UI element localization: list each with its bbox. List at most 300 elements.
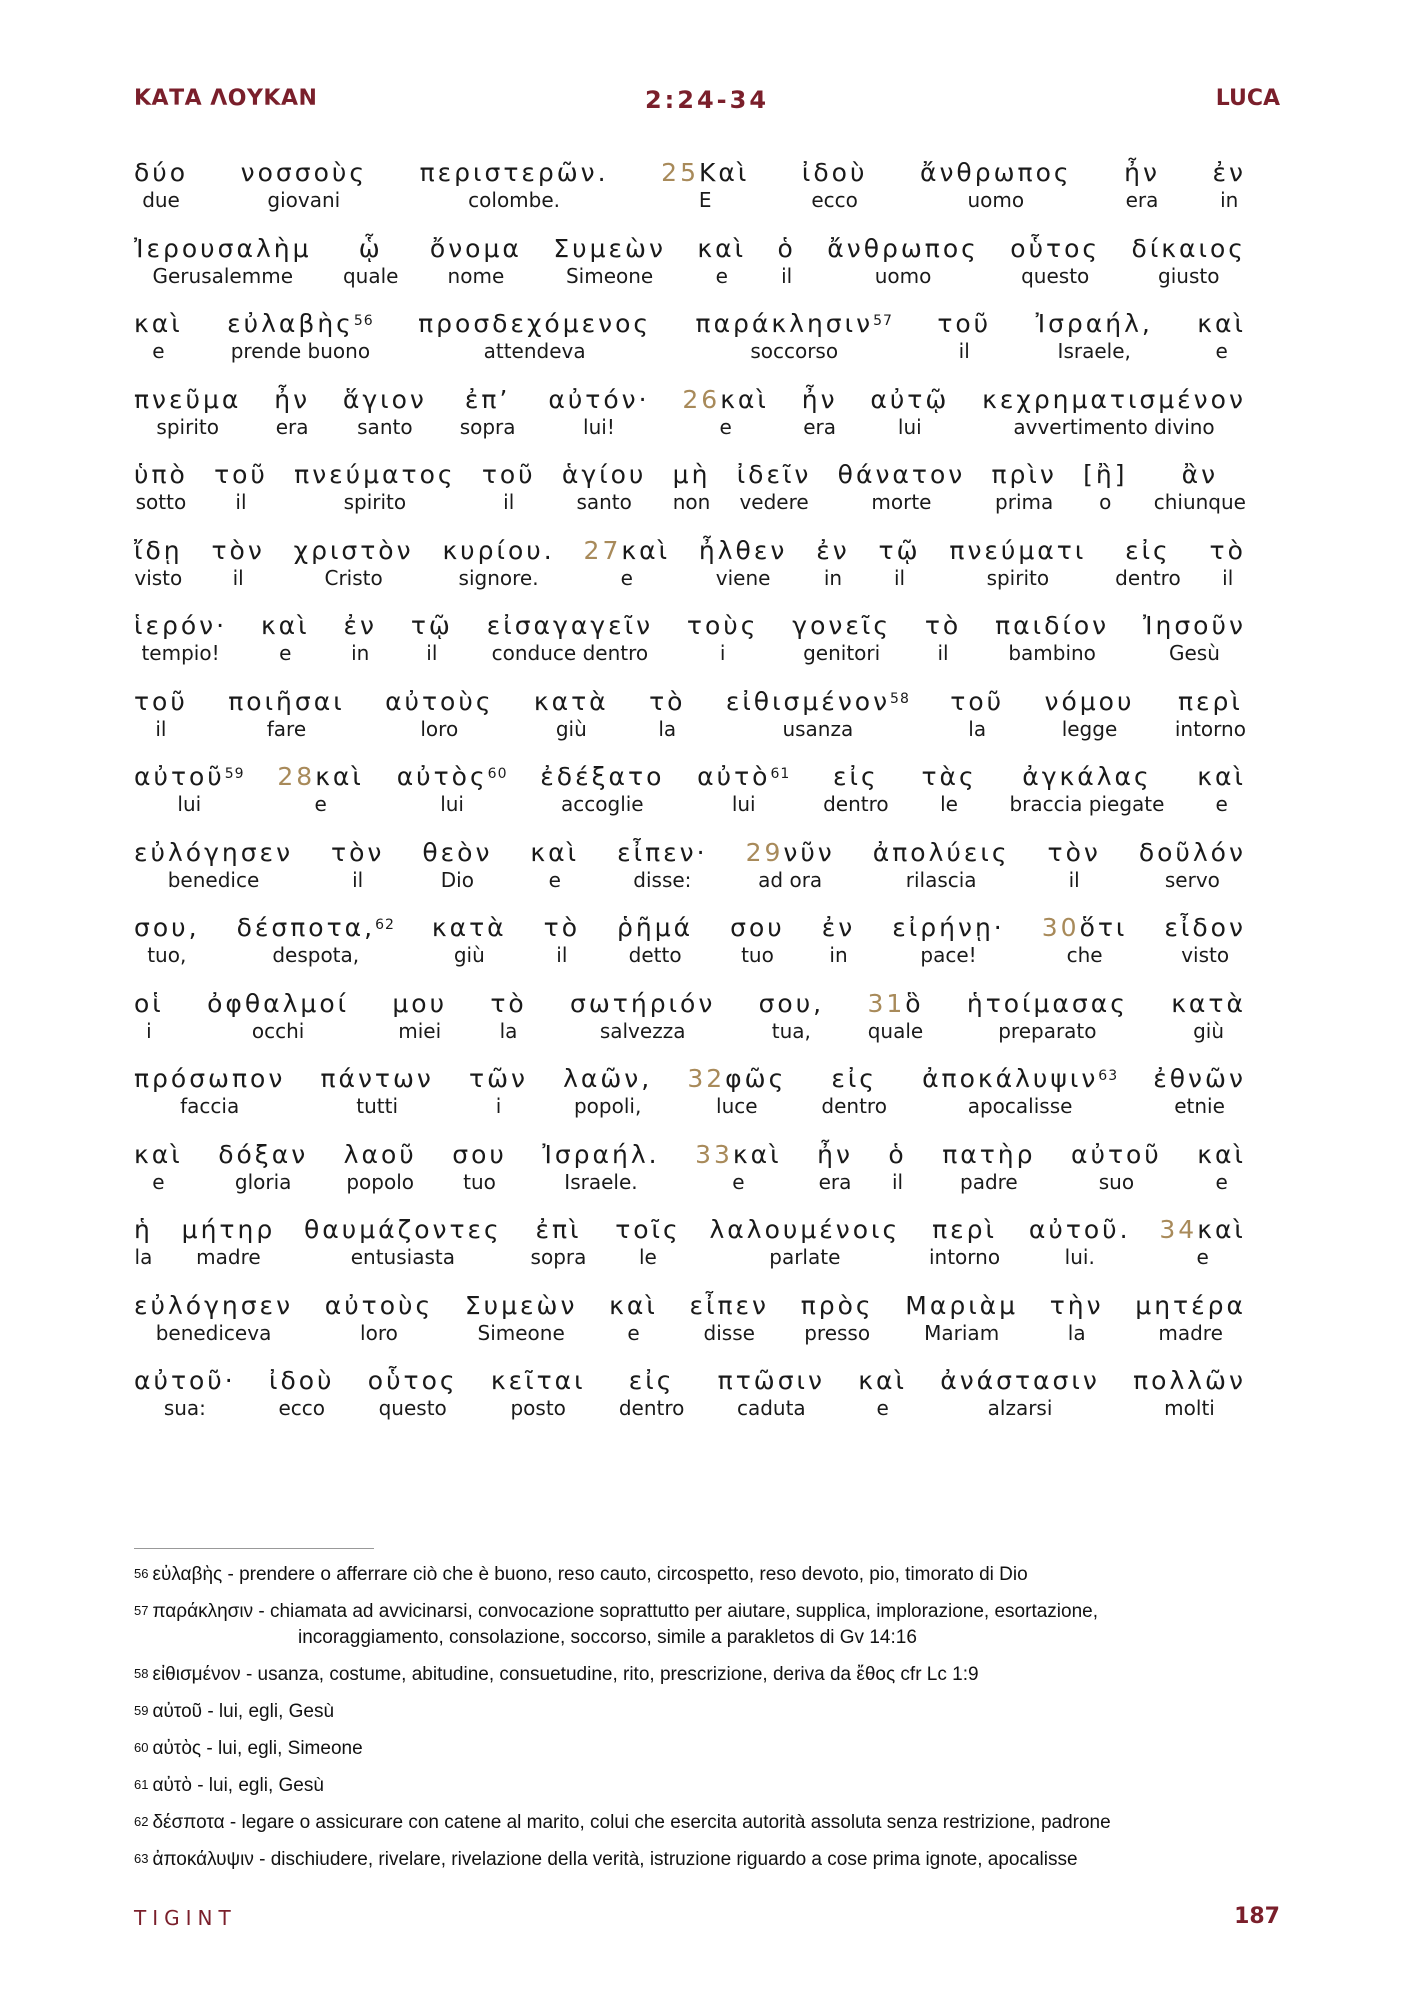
italian-translation: in [1220, 188, 1239, 212]
interlinear-word [730, 913, 785, 989]
italian-translation: il [556, 943, 568, 967]
greek-word [261, 611, 310, 641]
greek-word-text: πρὸς [800, 1290, 874, 1320]
interlinear-word [697, 762, 790, 838]
italian-translation: il [503, 490, 515, 514]
greek-word [482, 460, 536, 490]
italian-translation: spirito [986, 565, 1050, 590]
interlinear-word [1133, 1366, 1246, 1442]
italian-translation: Simeone [565, 263, 654, 288]
italian-translation: colombe. [468, 188, 561, 212]
interlinear-word [487, 611, 653, 687]
greek-word-text: ἐδέξατο [540, 762, 665, 791]
italian-translation: madre [1158, 1320, 1223, 1345]
interlinear-word [1197, 1140, 1246, 1216]
footnote-number: 62 [134, 1814, 149, 1829]
footnote [134, 1599, 1264, 1651]
italian-translation: preparato [998, 1018, 1097, 1043]
greek-word-text: χριστὸν [293, 535, 414, 565]
footnote-text: εὐλαβὴς - prendere o afferrare ciò che è buono, reso cauto, circospetto, reso devoto, pio, timorato di Dio [152, 1564, 1028, 1585]
greek-word [237, 913, 395, 943]
interlinear-word [418, 309, 651, 385]
greek-word [452, 1140, 507, 1170]
interlinear-word [1115, 536, 1181, 612]
italian-translation: intorno [928, 1245, 1001, 1269]
interlinear-word [690, 1291, 770, 1367]
italian-translation: santo [576, 490, 632, 514]
greek-word [553, 234, 666, 264]
greek-word [465, 385, 511, 415]
interlinear-word [1042, 913, 1128, 989]
greek-word [487, 611, 653, 641]
greek-word [892, 913, 1004, 943]
greek-word [905, 1291, 1018, 1321]
italian-translation: etnie [1174, 1094, 1225, 1118]
greek-word [726, 687, 910, 717]
interlinear-word [134, 611, 227, 687]
interlinear-word [905, 1291, 1018, 1367]
greek-word [294, 536, 414, 566]
footnote [134, 1699, 1264, 1725]
interlinear-word [294, 536, 414, 612]
footnote-number: 61 [134, 1777, 149, 1792]
interlinear-word [344, 1140, 417, 1216]
verse-number: 34 [1159, 1215, 1198, 1244]
greek-word-text: κατὰ [1171, 988, 1246, 1018]
greek-word-text: τὸν [211, 535, 265, 565]
italian-translation: dentro [618, 1396, 685, 1420]
greek-word-text: αὐτοῦ [134, 762, 225, 791]
greek-word-text: ἡτοίμασας [966, 988, 1128, 1018]
italian-translation: lui [177, 792, 202, 816]
greek-word [211, 536, 264, 566]
italian-translation: presso [804, 1320, 871, 1345]
interlinear-word [816, 536, 849, 612]
italian-translation: il [781, 263, 793, 288]
italian-translation: rilascia [905, 867, 977, 892]
italian-translation: despota, [272, 943, 360, 967]
greek-word [649, 687, 685, 717]
footnote-number: 58 [134, 1666, 149, 1681]
footnote-reference[interactable]: 59 [224, 766, 245, 782]
greek-word-text: αὐτοὺς [385, 686, 494, 716]
interlinear-word [950, 687, 1004, 763]
running-header-chapter-verses: 2:24-34 [644, 86, 770, 114]
interlinear-word [687, 611, 759, 687]
italian-translation: giovani [267, 188, 341, 212]
greek-word-text: θαυμάζοντες [304, 1215, 502, 1244]
interlinear-word [274, 385, 310, 461]
interlinear-line [134, 838, 1246, 914]
interlinear-word [867, 989, 923, 1065]
greek-word-text: αὐτοῦ [1071, 1139, 1162, 1169]
italian-translation: e [627, 1320, 640, 1345]
greek-word [949, 536, 1086, 566]
italian-translation: e [314, 792, 327, 816]
greek-word-text: αὐτῷ [870, 384, 950, 414]
greek-word [1022, 762, 1151, 792]
footnote-reference[interactable]: 62 [375, 917, 395, 933]
italian-translation: benediceva [155, 1320, 272, 1345]
footnotes [134, 1562, 1264, 1884]
interlinear-word [134, 1064, 285, 1140]
italian-translation: molti [1164, 1396, 1215, 1420]
italian-translation: accoglie [561, 792, 644, 816]
greek-word-text: ἀπολύεις [872, 837, 1010, 867]
interlinear-word [531, 1215, 587, 1291]
italian-translation: ecco [811, 188, 858, 212]
interlinear-word [432, 913, 507, 989]
interlinear-word [710, 1215, 901, 1291]
greek-word-text: αὐτόν· [548, 384, 650, 414]
greek-word-text: Συμεὼν [553, 233, 666, 263]
greek-word [134, 234, 312, 264]
greek-word-text: εἰρήνῃ· [892, 913, 1005, 942]
greek-word-text: εὐλαβὴς [227, 309, 354, 338]
footnote-reference[interactable]: 63 [1098, 1068, 1119, 1084]
italian-translation: luce [716, 1094, 758, 1118]
greek-word-text: τοῖς [615, 1215, 681, 1244]
footnote-reference[interactable]: 56 [353, 313, 374, 329]
interlinear-word [838, 460, 966, 536]
italian-translation: disse: [633, 867, 692, 892]
greek-word [490, 989, 526, 1019]
greek-word [269, 1366, 335, 1396]
interlinear-word [1132, 234, 1246, 310]
interlinear-word [615, 1215, 680, 1291]
greek-word [134, 309, 183, 339]
interlinear-line [134, 913, 1246, 989]
interlinear-word [699, 536, 787, 612]
italian-translation: giù [1193, 1018, 1225, 1043]
italian-translation: legge [1061, 716, 1118, 741]
interlinear-word [817, 1140, 853, 1216]
greek-word-text: σου [730, 913, 785, 942]
interlinear-word [490, 989, 526, 1065]
greek-word [888, 1140, 906, 1170]
italian-translation: fare [266, 716, 307, 741]
greek-word [465, 1291, 578, 1321]
greek-word-text: αὐτὸς [396, 762, 488, 791]
greek-word [182, 1215, 276, 1245]
greek-word [687, 1064, 786, 1094]
interlinear-word [542, 1140, 659, 1216]
interlinear-word [888, 1140, 906, 1216]
italian-translation: visto [1181, 943, 1230, 967]
footnote-reference[interactable]: 57 [873, 313, 893, 329]
interlinear-word [228, 687, 344, 763]
italian-translation: dentro [1115, 565, 1181, 590]
greek-word-text: παιδίον [995, 611, 1110, 640]
interlinear-word [737, 460, 812, 536]
greek-word [134, 611, 227, 641]
interlinear-word [792, 611, 891, 687]
italian-translation: i [495, 1094, 502, 1118]
greek-word [134, 1215, 153, 1245]
italian-translation: uomo [967, 188, 1025, 212]
interlinear-word [540, 762, 664, 838]
greek-word [1132, 234, 1246, 264]
greek-word [542, 1140, 659, 1170]
footnote-reference[interactable]: 60 [487, 766, 508, 782]
greek-word-text: δίκαιος [1131, 233, 1246, 263]
interlinear-word [827, 234, 979, 310]
greek-word-text: σου, [134, 913, 200, 942]
greek-word [920, 158, 1072, 188]
greek-word [1197, 309, 1246, 339]
greek-word-text: πατὴρ [942, 1139, 1036, 1169]
greek-word-text: τοῦ [937, 309, 992, 338]
interlinear-word [759, 989, 825, 1065]
greek-word [833, 762, 879, 792]
greek-word-text: καὶ [315, 762, 364, 791]
italian-translation: salvezza [599, 1018, 686, 1043]
italian-translation: faccia [180, 1094, 240, 1118]
italian-translation: Cristo [324, 565, 383, 590]
greek-word [1197, 762, 1246, 792]
interlinear-word [1009, 762, 1164, 838]
greek-word [418, 309, 651, 339]
greek-word [134, 385, 241, 415]
greek-word-text: καὶ [858, 1366, 907, 1395]
italian-translation: genitori [803, 641, 881, 665]
greek-word [134, 1140, 183, 1170]
greek-word-text: οἱ [134, 988, 164, 1018]
interlinear-word [1010, 234, 1100, 310]
greek-word [320, 1064, 433, 1094]
greek-word [540, 762, 664, 792]
greek-word [241, 158, 367, 188]
interlinear-line [134, 687, 1246, 763]
interlinear-word [995, 611, 1109, 687]
footnote-number: 57 [134, 1603, 149, 1618]
italian-translation: e [715, 263, 728, 288]
italian-translation: il [352, 867, 364, 892]
italian-translation: caduta [736, 1396, 806, 1420]
italian-translation: il [426, 641, 438, 665]
italian-translation: e [152, 339, 165, 363]
interlinear-word [218, 1140, 308, 1216]
greek-word [331, 838, 384, 868]
footnote-reference[interactable]: 61 [770, 766, 791, 782]
greek-word [430, 234, 522, 264]
italian-translation: detto [628, 943, 682, 967]
interlinear-word [822, 913, 855, 989]
greek-word-text: νοσσοὺς [240, 158, 368, 187]
italian-translation: sotto [135, 490, 187, 514]
greek-word [432, 913, 507, 943]
italian-translation: Israele, [1057, 339, 1131, 363]
greek-word [207, 989, 349, 1019]
italian-translation: usanza [782, 716, 854, 741]
greek-word-text: ἐν [1212, 158, 1246, 187]
interlinear-word [1050, 1291, 1104, 1367]
greek-word-text: τὸν [1047, 837, 1101, 867]
greek-word [343, 385, 427, 415]
greek-word [548, 385, 649, 415]
greek-word [1010, 234, 1100, 264]
italian-translation: E [698, 188, 712, 212]
greek-word [673, 460, 711, 490]
italian-translation: il [155, 716, 167, 741]
greek-word-text: τὸ [924, 611, 962, 640]
interlinear-word [967, 989, 1128, 1065]
italian-translation: lui. [1064, 1245, 1095, 1269]
italian-translation: e [1215, 792, 1228, 816]
interlinear-word [619, 1366, 685, 1442]
greek-word [397, 762, 508, 792]
greek-word-text: ἐν [816, 535, 850, 565]
italian-translation: viene [715, 565, 771, 590]
greek-word-text: ὃ [905, 988, 924, 1018]
interlinear-word [940, 1366, 1100, 1442]
interlinear-word [1036, 309, 1153, 385]
italian-translation: in [823, 565, 843, 590]
greek-word-text: εἰσαγαγεῖν [486, 611, 654, 640]
greek-word [932, 1215, 997, 1245]
greek-word-text: αὐτὸ [697, 762, 771, 791]
greek-word [1212, 158, 1245, 188]
greek-word-text: ἰδοὺ [801, 158, 868, 187]
greek-word-text: Ἰησοῦν [1143, 611, 1246, 640]
footnote-text-continuation: incoraggiamento, consolazione, soccorso, simile a parakletos di Gv 14:16 [298, 1627, 917, 1648]
italian-translation: entusiasta [350, 1245, 455, 1269]
interlinear-word [134, 234, 312, 310]
italian-translation: spirito [343, 490, 407, 514]
greek-word-text: πάντων [320, 1064, 434, 1093]
greek-word [563, 1064, 652, 1094]
interlinear-line [134, 158, 1246, 234]
greek-word-text: θεὸν [422, 837, 493, 867]
greek-word-text: τοὺς [686, 611, 759, 640]
greek-word-text: αὐτοὺς [324, 1290, 434, 1320]
greek-word [228, 687, 344, 717]
greek-word-text: ἐν [343, 611, 377, 640]
interlinear-word [1071, 1140, 1162, 1216]
greek-word-text: εὐλόγησεν [134, 1290, 294, 1320]
interlinear-word [134, 1291, 293, 1367]
greek-word-text: οὗτος [1010, 233, 1101, 263]
italian-translation: ad ora [758, 867, 823, 892]
greek-word [696, 309, 893, 339]
interlinear-word [134, 460, 188, 536]
interlinear-word [892, 913, 1004, 989]
italian-translation: dentro [821, 1094, 887, 1118]
italian-translation: santo [357, 414, 413, 439]
italian-translation: soccorso [750, 339, 839, 363]
italian-translation: e [719, 414, 732, 439]
greek-word [697, 234, 746, 264]
verse-number: 30 [1041, 913, 1080, 942]
greek-word-text: προσδεχόμενος [418, 309, 652, 338]
interlinear-word [277, 762, 364, 838]
greek-word-text: ἁγίου [561, 460, 647, 489]
interlinear-word [548, 385, 649, 461]
interlinear-word [134, 687, 188, 763]
interlinear-word [949, 536, 1086, 612]
italian-translation: ecco [278, 1396, 326, 1420]
italian-translation: prende buono [230, 339, 371, 363]
interlinear-word [214, 460, 268, 536]
footnote-reference[interactable]: 58 [890, 690, 910, 707]
interlinear-word [609, 1291, 658, 1367]
greek-word-text: οὗτος [367, 1366, 458, 1395]
interlinear-word [261, 611, 310, 687]
interlinear-word [682, 385, 769, 461]
greek-word-text: καὶ [720, 384, 769, 414]
italian-translation: il [937, 641, 949, 665]
italian-translation: e [279, 641, 292, 665]
italian-translation: quale [867, 1018, 924, 1043]
italian-translation: alzarsi [987, 1396, 1053, 1420]
italian-translation: popolo [346, 1169, 415, 1194]
italian-translation: sopra [530, 1245, 587, 1269]
verse-number: 29 [745, 837, 784, 867]
greek-word [661, 158, 749, 188]
interlinear-word [942, 1140, 1035, 1216]
italian-translation: e [876, 1396, 889, 1420]
italian-translation: padre [960, 1169, 1018, 1194]
greek-word [534, 687, 609, 717]
greek-word [778, 234, 796, 264]
interlinear-line [134, 234, 1246, 310]
greek-word [1178, 687, 1243, 717]
greek-word-text: ἀγκάλας [1022, 762, 1152, 791]
greek-word [940, 1366, 1100, 1396]
italian-translation: la [1067, 1320, 1086, 1345]
interlinear-text [134, 158, 1246, 1442]
italian-translation: dentro [823, 792, 889, 816]
greek-word [629, 1366, 675, 1396]
interlinear-word [430, 234, 522, 310]
italian-translation: Gesù [1169, 641, 1220, 665]
greek-word-text: ἐπὶ [535, 1215, 582, 1244]
greek-word [442, 536, 554, 566]
interlinear-word [237, 913, 395, 989]
italian-translation: intorno [1174, 716, 1246, 741]
italian-translation: in [351, 641, 370, 665]
greek-word [816, 536, 849, 566]
interlinear-word [921, 762, 976, 838]
italian-translation: sopra [459, 414, 516, 439]
footnote-text: αὐτοῦ - lui, egli, Gesù [152, 1701, 335, 1722]
italian-translation: due [142, 188, 180, 212]
greek-word [1210, 536, 1246, 566]
italian-translation: lui [440, 792, 464, 816]
interlinear-word [1197, 762, 1246, 838]
interlinear-word [1048, 838, 1101, 914]
italian-translation: il [893, 565, 906, 590]
greek-word [274, 385, 310, 415]
greek-word [134, 536, 183, 566]
greek-word [1083, 460, 1127, 490]
italian-translation: attendeva [483, 339, 586, 363]
interlinear-word [687, 1064, 786, 1140]
greek-word-text: ἂν [1181, 460, 1219, 489]
italian-translation: conduce dentro [491, 641, 649, 665]
italian-translation: la [499, 1018, 518, 1043]
italian-translation: Israele. [564, 1169, 638, 1194]
interlinear-word [584, 536, 671, 612]
italian-translation: popoli, [573, 1094, 642, 1118]
verse-number: 27 [583, 535, 622, 565]
italian-translation: tuo [463, 1169, 496, 1194]
greek-word-text: ὁ [777, 233, 796, 263]
greek-word-text: Ἰερουσαλὴμ [134, 233, 312, 263]
interlinear-word [661, 158, 749, 234]
interlinear-word [1175, 687, 1246, 763]
greek-word-text: πολλῶν [1133, 1366, 1246, 1395]
